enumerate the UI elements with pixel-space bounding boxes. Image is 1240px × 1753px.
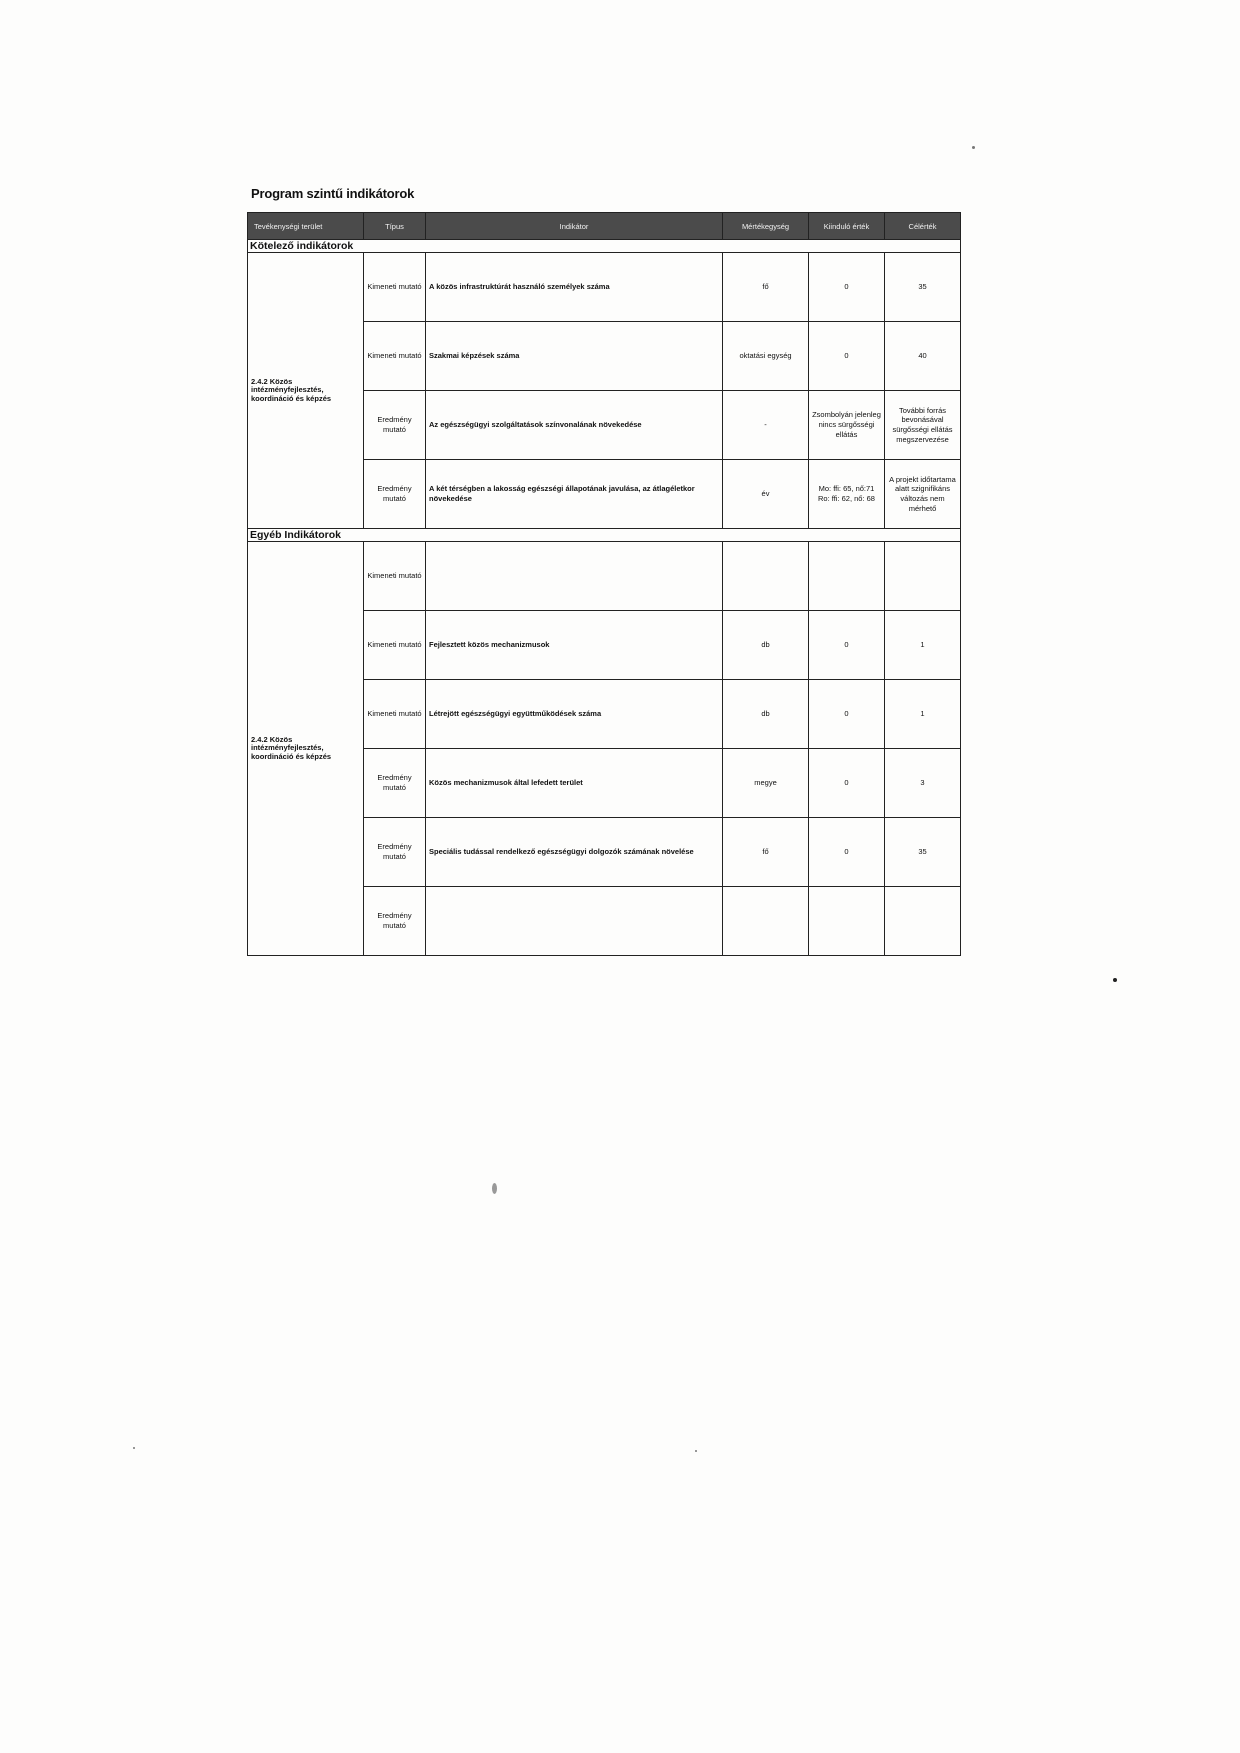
indicator-cell: Speciális tudással rendelkező egészségügyi dolgozók számának növelése [426,818,723,887]
table-row [248,542,961,611]
indicator-cell [426,542,723,611]
unit-cell: - [723,391,809,460]
type-cell: Kimeneti mutató [364,542,426,611]
target-cell: 1 [885,611,961,680]
baseline-cell: 0 [809,818,885,887]
type-cell: Kimeneti mutató [364,611,426,680]
target-cell: A projekt időtartama alatt szignifikáns változás nem mérhető [885,460,961,529]
scan-speck [492,1183,497,1194]
header-target: Célérték [885,213,961,240]
type-cell: Eredmény mutató [364,749,426,818]
section-header-other [248,529,961,542]
baseline-cell: 0 [809,322,885,391]
section-label: Kötelező indikátorok [248,240,961,253]
scan-speck [1113,978,1117,982]
unit-cell: oktatási egység [723,322,809,391]
header-type: Típus [364,213,426,240]
target-cell: 35 [885,253,961,322]
header-unit: Mértékegység [723,213,809,240]
page-title: Program szintű indikátorok [251,186,415,201]
type-cell: Eredmény mutató [364,460,426,529]
indicator-table [247,212,961,956]
unit-cell: fő [723,818,809,887]
target-cell: 3 [885,749,961,818]
table-row [248,253,961,322]
scan-speck [695,1450,697,1452]
unit-cell: év [723,460,809,529]
type-cell: Kimeneti mutató [364,322,426,391]
indicator-cell: A két térségben a lakosság egészségi állapotának javulása, az átlagéletkor növekedése [426,460,723,529]
header-row [248,213,961,240]
baseline-cell: 0 [809,611,885,680]
scan-speck [972,146,975,149]
baseline-cell: Zsombolyán jelenleg nincs sürgősségi ellátás [809,391,885,460]
type-cell: Eredmény mutató [364,391,426,460]
target-cell: 35 [885,818,961,887]
target-cell: További forrás bevonásával sürgősségi ellátás megszervezése [885,391,961,460]
indicator-cell: Az egészségügyi szolgáltatások színvonalának növekedése [426,391,723,460]
unit-cell [723,542,809,611]
type-cell: Eredmény mutató [364,887,426,956]
type-cell: Kimeneti mutató [364,680,426,749]
unit-cell: fő [723,253,809,322]
scan-speck [133,1447,135,1449]
header-baseline: Kiinduló érték [809,213,885,240]
type-cell: Kimeneti mutató [364,253,426,322]
indicator-cell: Szakmai képzések száma [426,322,723,391]
target-cell: 1 [885,680,961,749]
target-cell: 40 [885,322,961,391]
unit-cell: megye [723,749,809,818]
indicator-cell: Létrejött egészségügyi együttműködések száma [426,680,723,749]
activity-area: 2.4.2 Közös intézményfejlesztés, koordináció és képzés [248,253,364,529]
indicator-cell: Közös mechanizmusok által lefedett terület [426,749,723,818]
header-area: Tevékenységi terület [248,213,364,240]
header-indicator: Indikátor [426,213,723,240]
baseline-cell: 0 [809,749,885,818]
unit-cell: db [723,680,809,749]
target-cell [885,887,961,956]
baseline-cell: Mo: ffi: 65, nő:71 Ro: ffi: 62, nő: 68 [809,460,885,529]
baseline-cell [809,542,885,611]
target-cell [885,542,961,611]
indicator-cell: A közös infrastruktúrát használó személyek száma [426,253,723,322]
type-cell: Eredmény mutató [364,818,426,887]
indicator-cell: Fejlesztett közös mechanizmusok [426,611,723,680]
unit-cell: db [723,611,809,680]
activity-area: 2.4.2 Közös intézményfejlesztés, koordináció és képzés [248,542,364,956]
section-header-mandatory [248,240,961,253]
section-label: Egyéb Indikátorok [248,529,961,542]
baseline-cell: 0 [809,253,885,322]
baseline-cell [809,887,885,956]
baseline-cell: 0 [809,680,885,749]
unit-cell [723,887,809,956]
indicator-cell [426,887,723,956]
